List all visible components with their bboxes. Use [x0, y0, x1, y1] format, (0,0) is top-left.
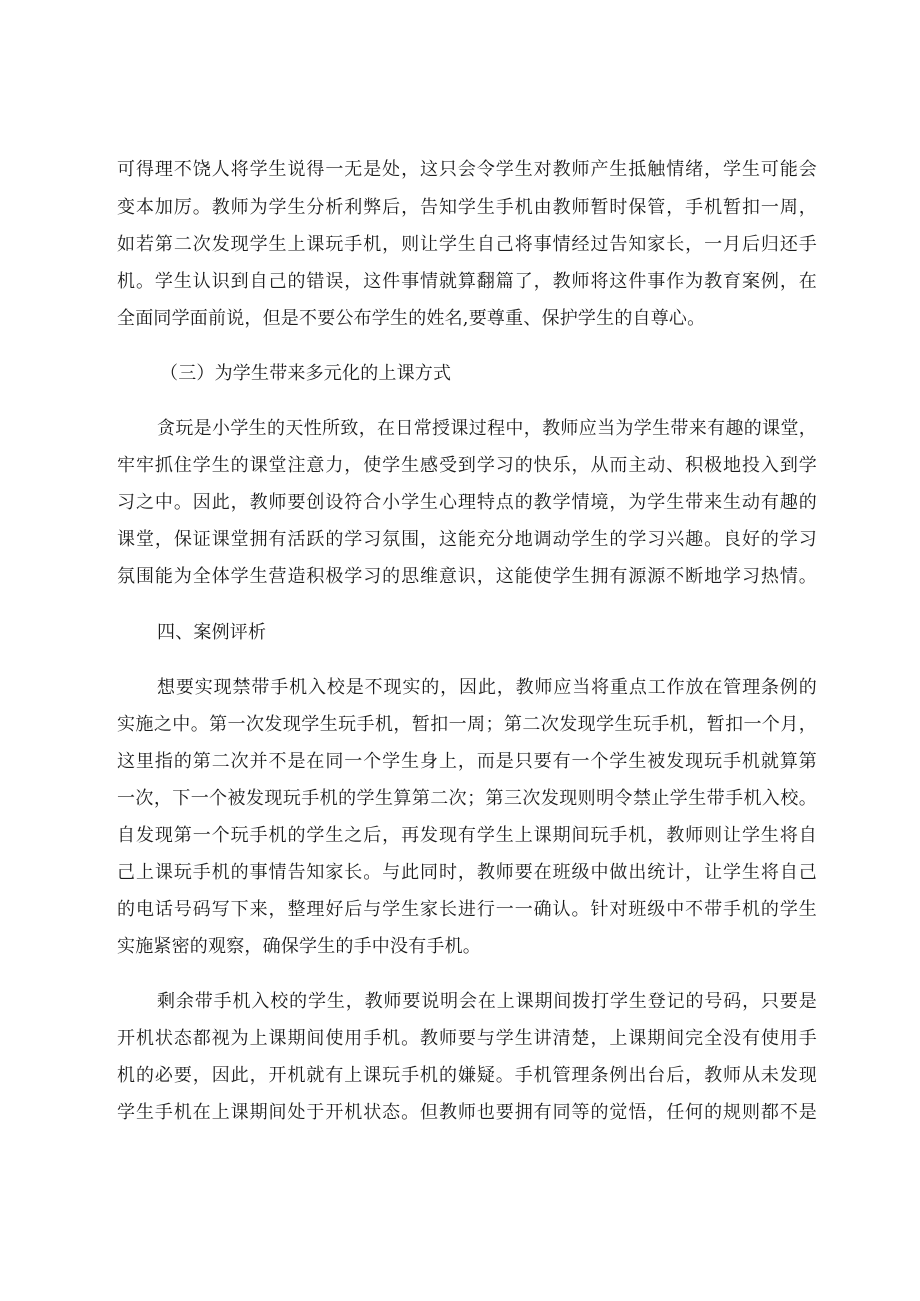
paragraph-1-line-2: 变本加厉。教师为学生分析利弊后，告知学生手机由教师暂时保管，手机暂扣一周，: [117, 197, 817, 218]
paragraph-3-line-8: 实施紧密的观察，确保学生的手中没有手机。: [117, 936, 481, 957]
paragraph-4-line-3: 机的必要，因此，开机就有上课玩手机的嫌疑。手机管理条例出台后，教师从未发现: [117, 1065, 817, 1086]
paragraph-4-line-1: 剩余带手机入校的学生，教师要说明会在上课期间拨打学生登记的号码，只要是: [157, 991, 817, 1012]
paragraph-3-line-5: 自发现第一个玩手机的学生之后，再发现有学生上课期间玩手机，教师则让学生将自: [117, 825, 817, 846]
paragraph-3-line-3: 这里指的第二次并不是在同一个学生身上，而是只要有一个学生被发现玩手机就算第: [117, 751, 817, 772]
paragraph-2-line-1: 贪玩是小学生的天性所致，在日常授课过程中，教师应当为学生带来有趣的课堂，: [157, 418, 817, 439]
paragraph-3-line-1: 想要实现禁带手机入校是不现实的，因此，教师应当将重点工作放在管理条例的: [157, 677, 817, 698]
paragraph-3-line-4: 一次，下一个被发现玩手机的学生算第二次；第三次发现则明令禁止学生带手机入校。: [117, 788, 817, 809]
paragraph-4-line-2: 开机状态都视为上课期间使用手机。教师要与学生讲清楚，上课期间完全没有使用手: [117, 1028, 817, 1049]
section-heading-three: （三）为学生带来多元化的上课方式: [160, 363, 452, 384]
paragraph-1-line-1: 可得理不饶人将学生说得一无是处，这只会令学生对教师产生抵触情绪，学生可能会: [117, 159, 817, 180]
paragraph-1-line-4: 机。学生认识到自己的错误，这件事情就算翻篇了，教师将这件事作为教育案例，在: [117, 271, 817, 292]
paragraph-3-line-6: 己上课玩手机的事情告知家长。与此同时，教师要在班级中做出统计，让学生将自己: [117, 862, 817, 883]
paragraph-2-line-2: 牢牢抓住学生的课堂注意力，使学生感受到学习的快乐，从而主动、积极地投入到学: [117, 455, 817, 476]
paragraph-2-line-4: 课堂，保证课堂拥有活跃的学习氛围，这能充分地调动学生的学习兴趣。良好的学习: [117, 529, 817, 550]
paragraph-3-line-7: 的电话号码写下来，整理好后与学生家长进行一一确认。针对班级中不带手机的学生: [117, 899, 817, 920]
paragraph-4-line-4: 学生手机在上课期间处于开机状态。但教师也要拥有同等的觉悟，任何的规则都不是: [117, 1102, 817, 1123]
paragraph-2-line-3: 习之中。因此，教师要创设符合小学生心理特点的教学情境，为学生带来生动有趣的: [117, 492, 817, 513]
section-heading-four: 四、案例评析: [157, 622, 267, 643]
paragraph-1-line-5: 全面同学面前说，但是不要公布学生的姓名,要尊重、保护学生的自尊心。: [117, 308, 706, 329]
paragraph-1-line-3: 如若第二次发现学生上课玩手机，则让学生自己将事情经过告知家长，一月后归还手: [117, 234, 817, 255]
paragraph-3-line-2: 实施之中。第一次发现学生玩手机，暂扣一周；第二次发现学生玩手机，暂扣一个月，: [117, 714, 817, 735]
paragraph-2-line-5: 氛围能为全体学生营造积极学习的思维意识，这能使学生拥有源源不断地学习热情。: [117, 566, 817, 587]
